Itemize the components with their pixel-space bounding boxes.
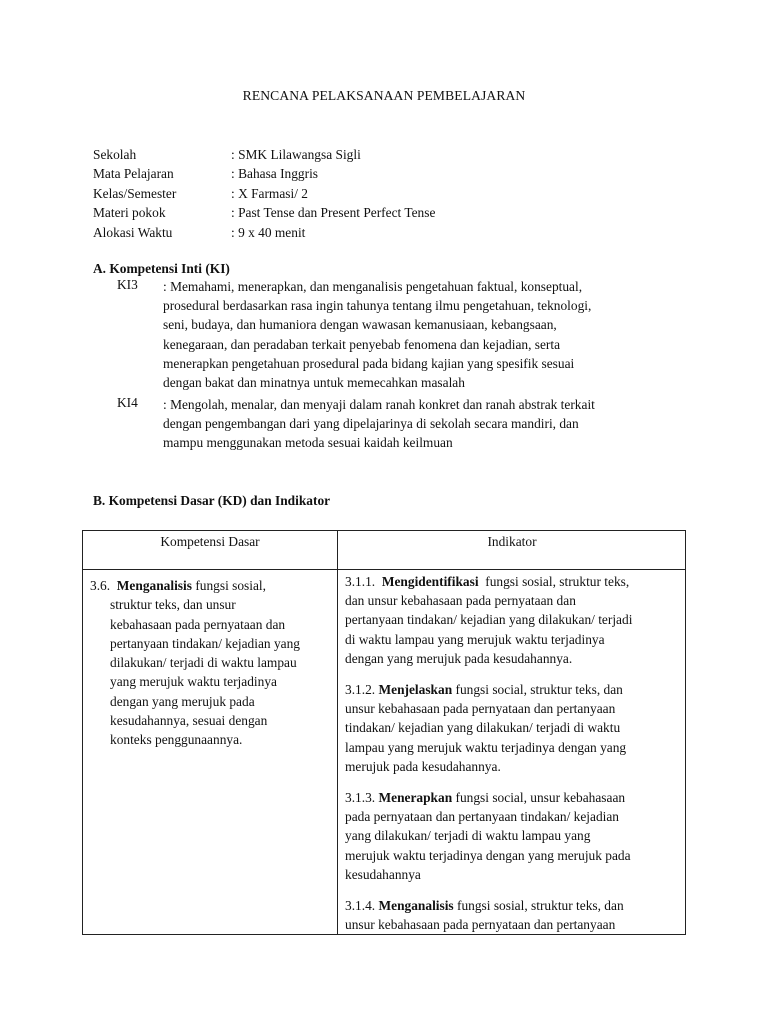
info-row-kelas-semester <box>93 184 435 203</box>
ki-line: dengan bakat dan minatnya untuk memecahkan masalah <box>163 374 465 390</box>
kd-line: kebahasaan pada pernyataan dan <box>110 616 286 632</box>
indicator-line: yang dilakukan/ terjadi di waktu lampau yang <box>345 828 591 844</box>
indicator-line: unsur kebahasaan pada pernyataan dan pertanyaan <box>345 917 616 933</box>
info-value: : X Farmasi/ 2 <box>231 185 308 201</box>
indicator-line: dan unsur kebahasaan pada pernyataan dan <box>345 593 576 609</box>
indicator-verb: Mengidentifikasi <box>381 574 479 589</box>
kd-line: pertanyaan tindakan/ kejadian yang <box>110 635 300 651</box>
kd-line: yang merujuk waktu terjadinya <box>110 674 277 690</box>
table-header-divider <box>83 569 685 570</box>
indicator-line: pertanyaan tindakan/ kejadian yang dilakukan/ terjadi <box>345 612 633 628</box>
section-a-heading: A. Kompetensi Inti (KI) <box>93 261 230 276</box>
ki-line: dengan pengembangan dari yang dipelajarinya di sekolah secara mandiri, dan <box>163 416 579 432</box>
document-title: RENCANA PELAKSANAAN PEMBELAJARAN <box>242 88 526 103</box>
kd-first-rest: fungsi sosial, <box>195 578 266 593</box>
ki-line: : Mengolah, menalar, dan menyaji dalam ranah konkret dan ranah abstrak terkait <box>163 397 595 412</box>
info-row-materi-pokok <box>93 203 435 222</box>
indicator-line: unsur kebahasaan pada pernyataan dan pertanyaan <box>345 701 616 717</box>
indicator-verb: Menerapkan <box>378 790 453 805</box>
ki-code: KI4 <box>117 395 138 410</box>
identity-block <box>93 145 435 242</box>
indicator-item <box>345 896 624 934</box>
ki-code: KI3 <box>117 277 138 292</box>
indicator-first-rest: fungsi social, struktur teks, dan <box>455 682 623 697</box>
indicator-number: 3.1.4. <box>345 898 376 913</box>
info-label: Kelas/Semester <box>93 185 177 201</box>
indicator-line: merujuk pada kesudahannya. <box>345 758 501 774</box>
table-header-indikator: Indikator <box>487 534 537 549</box>
indicator-line: merujuk waktu terjadinya dengan yang merujuk pada <box>345 847 631 863</box>
info-label: Sekolah <box>93 147 137 162</box>
info-row-mata-pelajaran <box>93 164 435 183</box>
indicator-number: 3.1.1. <box>345 574 376 589</box>
table-column-divider <box>337 531 338 934</box>
indicator-first-rest: fungsi social, unsur kebahasaan <box>455 790 626 805</box>
indicator-line: di waktu lampau yang merujuk waktu terjadinya <box>345 631 605 647</box>
kd-cell <box>90 576 330 750</box>
info-label: Mata Pelajaran <box>93 166 174 182</box>
section-b-heading: B. Kompetensi Dasar (KD) dan Indikator <box>93 493 331 508</box>
info-value: : SMK Lilawangsa Sigli <box>231 147 361 162</box>
kd-line: struktur teks, dan unsur <box>110 597 236 613</box>
ki-line: mampu menggunakan metoda sesuai kaidah keilmuan <box>163 435 453 451</box>
indicator-first-rest: fungsi sosial, struktur teks, <box>485 574 630 589</box>
kd-indicator-table <box>82 530 686 935</box>
indicator-first-rest: fungsi sosial, struktur teks, dan <box>457 898 624 913</box>
indicator-number: 3.1.3. <box>345 790 376 805</box>
info-value: : 9 x 40 menit <box>231 224 306 240</box>
indicator-line: pada pernyataan dan pertanyaan tindakan/ kejadian <box>345 809 620 825</box>
info-row-sekolah <box>93 145 435 164</box>
kd-line: kesudahannya, sesuai dengan <box>110 713 268 729</box>
kd-line: dengan yang merujuk pada <box>110 693 255 709</box>
ki-text <box>163 395 683 453</box>
info-value: : Past Tense dan Present Perfect Tense <box>231 205 436 221</box>
indicator-first-line <box>345 788 631 807</box>
info-row-alokasi-waktu <box>93 223 435 242</box>
ki-line: menerapkan pengetahuan prosedural pada bidang kajian yang spesifik sesuai <box>163 355 575 371</box>
indicator-first-line <box>345 896 624 915</box>
table-header-kompetensi-dasar: Kompetensi Dasar <box>160 534 260 549</box>
indicator-line: lampau yang merujuk waktu terjadinya dengan yang <box>345 739 627 755</box>
info-label: Alokasi Waktu <box>93 224 173 240</box>
info-label: Materi pokok <box>93 205 166 221</box>
indicator-item <box>345 788 631 884</box>
ki-line: : Memahami, menerapkan, dan menganalisis pengetahuan faktual, konseptual, <box>163 279 583 294</box>
ki-text <box>163 277 683 392</box>
indicator-verb: Menganalisis <box>378 898 454 913</box>
indicator-verb: Menjelaskan <box>378 682 453 697</box>
kd-line: dilakukan/ terjadi di waktu lampau <box>110 655 297 671</box>
info-value: : Bahasa Inggris <box>231 166 319 182</box>
kd-number: 3.6. <box>90 578 111 593</box>
ki-line: kenegaraan, dan peradaban terkait penyebab fenomena dan kejadian, serta <box>163 336 561 352</box>
kd-first-line <box>90 576 330 595</box>
kd-verb: Menganalisis <box>116 578 192 593</box>
indicator-number: 3.1.2. <box>345 682 376 697</box>
indicator-line: tindakan/ kejadian yang dilakukan/ terjadi di waktu <box>345 720 621 736</box>
ki-line: prosedural berdasarkan rasa ingin tahunya tentang ilmu pengetahuan, teknologi, <box>163 298 592 314</box>
indicator-first-line <box>345 680 626 699</box>
indicator-line: kesudahannya <box>345 866 421 882</box>
ki-line: seni, budaya, dan humaniora dengan wawasan kemanusiaan, kebangsaan, <box>163 317 557 333</box>
indicator-line: dengan yang merujuk pada kesudahannya. <box>345 650 573 666</box>
indicator-item <box>345 680 626 776</box>
indicator-first-line <box>345 572 632 591</box>
kd-line: konteks penggunaannya. <box>110 732 243 748</box>
indicator-item <box>345 572 632 668</box>
